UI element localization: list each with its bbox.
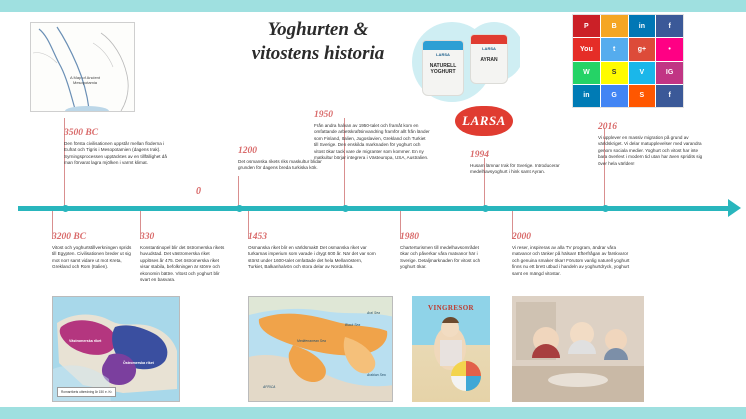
entry-year: 3200 BC: [52, 232, 87, 242]
social-icon-13: G: [601, 85, 628, 107]
entry-year: 330: [140, 232, 155, 242]
social-icon-12: in: [573, 85, 600, 107]
entry-text: Konstantinopel blir det östromerska rikets huvudstad. Det västromerska riket upplöses år 475. Det östromerska riket visar stabila, befolkningen är större och ekonomin bättre. Vitost och yoghurt blir svart en basvara.: [140, 245, 225, 283]
larsa-logo: [455, 106, 513, 136]
dot-1200: [236, 205, 243, 212]
entry-year: 1453: [248, 232, 267, 242]
page-title-line2: vitostens historia: [251, 43, 385, 64]
beach-travel-photo: [412, 296, 490, 402]
timeline-entry-1950: [314, 110, 430, 161]
entry-text: Vi reser, inspireras av alla TV program, ändrar våra matvanor och tänker på hälsan! Efterfrågan av färskvaror och genuina smaker ökar! Förutom vanlig naturell yoghurt finns nu ett brett utbud i handeln av yoghurtdryck, yoghurt samt en mängd vitostar.: [512, 245, 630, 276]
social-icon-11: IG: [656, 62, 683, 84]
family-illustration: [512, 296, 644, 402]
timeline-arrow: [728, 199, 741, 217]
ottoman-tag-africa: AFRICA: [263, 385, 276, 389]
social-media-icons-collage: [572, 14, 684, 108]
social-icon-1: B: [601, 15, 628, 37]
entry-year: 1200: [238, 146, 257, 156]
dot-1950: [342, 205, 349, 212]
ottoman-tag-black-sea: Black Sea: [345, 323, 361, 327]
entry-year: 1994: [470, 150, 489, 160]
social-icon-3: f: [656, 15, 683, 37]
entry-text: Charterturismen till medelhavsområdet ökar och påverkar våra matvanor här i Sverige. Detaljmarknaden för vitost och yoghurt ökar.: [400, 245, 481, 270]
timeline-axis: [18, 206, 730, 211]
tick-1200: [238, 176, 239, 206]
ottoman-tag-arabian-sea: Arabian Sea: [367, 373, 386, 377]
social-icon-7: •: [656, 38, 683, 60]
timeline-entry-2000: [512, 232, 630, 277]
bottom-color-band: [0, 407, 746, 419]
social-icon-14: S: [629, 85, 656, 107]
entry-year: 1950: [314, 110, 333, 120]
timeline-entry-3200bc: [52, 232, 136, 271]
social-icon-2: in: [629, 15, 656, 37]
cup-brand-right: LARSA: [482, 46, 496, 51]
timeline-entry-1453: [248, 232, 376, 271]
entry-text: Från andra halvan av 1950-talet och framåt kom en omfattande arbetskraftsinvandring framför allt från länder som Finland, Italien, Jugoslavien, Grekland och Turkiet till Sverige. Den enskilda marknaden för yoghurt och vitost ökar tack vare de migranter som kommer. En ny matkultur börjar integrera i Västeuropa, USA, Australien.: [314, 123, 430, 161]
dot-2016: [602, 205, 609, 212]
entry-text: Osmanska riket blir en världsmakt! Det osmanska riket var turkarnas imperium som varade i drygt 600 år. När det var som störst under 1600-talet omfattade det hela Mellanöstern, Turkiet, Balkanhalvön och stora delar av Nordafrika.: [248, 245, 376, 270]
timeline-entry-3500bc: [64, 128, 172, 167]
yoghurt-cup-left: [422, 40, 464, 96]
entry-year: 1980: [400, 232, 419, 242]
map-legend: Romarrikets utbredning år 150 e. Kr.: [57, 387, 116, 397]
timeline-entry-1994: [470, 150, 564, 176]
map-tag-west: Västromerska riket: [69, 339, 102, 343]
map-tag-east: Östromerska riket: [123, 361, 154, 365]
larsa-logo-text: LARSA: [462, 113, 506, 128]
yoghurt-product-photo: [410, 18, 520, 104]
cup-brand-left: LARSA: [436, 52, 450, 57]
entry-year: 2016: [598, 122, 617, 132]
family-eating-photo: [512, 296, 644, 402]
timeline-entry-1980: [400, 232, 486, 271]
entry-text: Det osmanska rikets riks maskultur blidar grunden för dagens breda turkiska kök.: [238, 159, 322, 171]
social-icon-4: You: [573, 38, 600, 60]
dot-1994: [482, 205, 489, 212]
page-title: [208, 18, 428, 66]
dot-3500bc: [62, 205, 69, 212]
map-caption: A Map of Ancient Mesopotamia: [69, 75, 101, 85]
cup-name-left: NATURELL YOGHURT: [429, 63, 457, 75]
social-icon-5: t: [601, 38, 628, 60]
social-icon-0: P: [573, 15, 600, 37]
entry-text: Vitost och yoghurtstillverkningen sprids till Egypten. Civilisationen breder ut sig mot norr samt vidare ut mot Kreta, Grekland och Rom (Italien).: [52, 245, 132, 270]
social-icon-15: f: [656, 85, 683, 107]
social-icon-9: S: [601, 62, 628, 84]
entry-year: 3500 BC: [64, 128, 99, 138]
cup-name-right: AYRAN: [480, 57, 498, 63]
vingresor-logo: VINGRESOR: [428, 304, 474, 312]
timeline-entry-330: [140, 232, 226, 283]
timeline-zero-marker: 0: [196, 186, 201, 197]
social-icon-8: W: [573, 62, 600, 84]
timeline-entry-1200: [238, 146, 322, 172]
timeline-entry-2016: [598, 122, 708, 167]
yoghurt-cup-right: [470, 34, 508, 84]
entry-text: Vi upplever en massiv migration på grund av världskriget. Vi delar matupplevelser med varandra genom sociala medier. Yoghurt och vitost har inte bara överlevt i modern tid utan har även spridits sig över hela världen!: [598, 135, 703, 166]
entry-year: 2000: [512, 232, 531, 242]
cup-lid-left: [423, 41, 463, 50]
map-of-ancient-mesopotamia: [30, 22, 135, 112]
map-ottoman-empire: [248, 296, 393, 402]
cup-lid-right: [471, 35, 507, 44]
entry-text: Husam lämnar Irak för Sverige. Introducerar medelhavsyoghurt i hink samt Ayran.: [470, 163, 560, 175]
social-icon-6: g+: [629, 38, 656, 60]
ottoman-tag-aral-sea: Aral Sea: [367, 311, 381, 315]
ottoman-tag-mediterranean: Mediterranean Sea: [297, 339, 326, 343]
top-color-band: [0, 0, 746, 12]
social-icon-10: V: [629, 62, 656, 84]
entry-text: Den första civilisationen uppstår mellan floderna i Eufrat och Tigris i Mesopotamien (dagens Irak). Syrningsprocessen upptäcktes av en tillfällighet då man förvarat lagra mjölken i varmt klimat.: [64, 141, 167, 166]
mesopotamia-map-svg: [31, 23, 135, 112]
map-roman-empire: [52, 296, 180, 402]
page-title-line1: Yoghurten &: [267, 19, 369, 40]
